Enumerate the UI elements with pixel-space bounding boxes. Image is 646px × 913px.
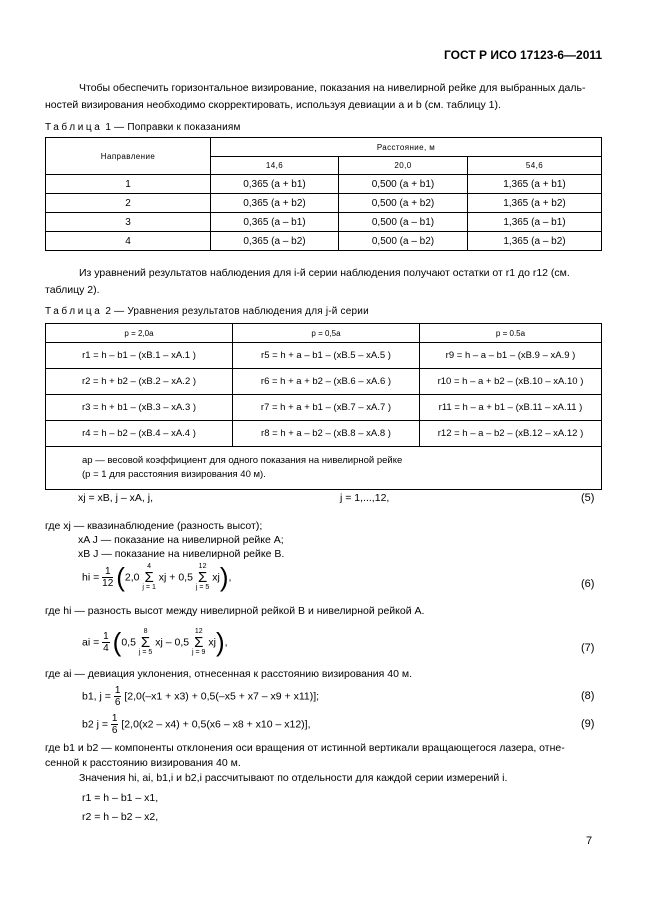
equation-6 bbox=[82, 562, 231, 593]
sigma-icon: Σ bbox=[197, 569, 208, 586]
sum-lower: j = 9 bbox=[192, 649, 206, 656]
table2-cell: r1 = h – b1 – (xB.1 – xA.1 ) bbox=[46, 343, 233, 369]
table1-cell-dir: 4 bbox=[46, 232, 211, 251]
table2-footnote-line-2: (p = 1 для расстояния визирования 40 м). bbox=[82, 469, 266, 480]
table2-header-1: p = 2,0a bbox=[46, 324, 233, 343]
equation-9-number: (9) bbox=[581, 718, 595, 730]
table1-cell: 1,365 (a + b1) bbox=[468, 175, 602, 194]
table1-cell-dir: 3 bbox=[46, 213, 211, 232]
def5-line-1: где xj — квазинаблюдение (разность высот); bbox=[45, 520, 263, 532]
table1-cell-dir: 2 bbox=[46, 194, 211, 213]
left-paren: ( bbox=[112, 627, 122, 657]
table1-cell: 0,365 (a + b1) bbox=[211, 175, 339, 194]
table1-cell: 0,365 (a + b2) bbox=[211, 194, 339, 213]
coefficient: 0,5 bbox=[121, 636, 136, 649]
equation-5-lhs: xj = xB, j – xA, j, bbox=[78, 492, 153, 504]
table1-cell: 0,365 (a – b2) bbox=[211, 232, 339, 251]
table1-cell: 1,365 (a + b2) bbox=[468, 194, 602, 213]
sigma-icon: Σ bbox=[140, 634, 151, 651]
def89-line-1: где b1 и b2 — компоненты отклонения оси вращения от истинной вертикали вращающегося лазера, отне- bbox=[45, 742, 565, 754]
equation-7-lhs: ai = bbox=[82, 636, 100, 649]
summand: xj bbox=[212, 571, 220, 584]
table1-cell: 0,365 (a – b1) bbox=[211, 213, 339, 232]
equation-7-fraction bbox=[102, 631, 110, 654]
table1-caption-label: Таблица bbox=[45, 122, 103, 133]
def89-line-3: Значения hi, ai, b1,i и b2,i рассчитывают по отдельности для каждой серии измерений i. bbox=[79, 772, 508, 784]
sum-lower: j = 5 bbox=[138, 649, 153, 656]
sum-1 bbox=[139, 628, 152, 657]
table2-cell: r12 = h – a – b2 – (xB.12 – xA.12 ) bbox=[420, 421, 602, 447]
table1-cell: 0,500 (a – b2) bbox=[339, 232, 468, 251]
equation-7-number: (7) bbox=[581, 642, 595, 654]
table2-cell: r2 = h + b2 – (xB.2 – xA.2 ) bbox=[46, 369, 233, 395]
table-row bbox=[46, 232, 602, 251]
table1-cell: 0,500 (a – b1) bbox=[339, 213, 468, 232]
table1-caption bbox=[45, 122, 241, 133]
table2-caption-label: Таблица bbox=[45, 306, 103, 317]
table1-distance-1: 14,6 bbox=[211, 157, 339, 175]
table2-cell: r7 = h + a + b1 – (xB.7 – xA.7 ) bbox=[233, 395, 420, 421]
table1-cell: 1,365 (a – b1) bbox=[468, 213, 602, 232]
sigma-icon: Σ bbox=[144, 569, 154, 586]
table2-header-2: p = 0,5a bbox=[233, 324, 420, 343]
table-row bbox=[46, 343, 602, 369]
fraction-denominator: 6 bbox=[114, 697, 121, 708]
equation-9-body: [2,0(x2 – x4) + 0,5(x6 – x8 + x10 – x12)], bbox=[121, 718, 311, 731]
equation-8-number: (8) bbox=[581, 690, 595, 702]
table-row bbox=[46, 175, 602, 194]
sum-lower: j = 5 bbox=[195, 584, 210, 591]
table-row bbox=[46, 395, 602, 421]
table1-cell: 1,365 (a – b2) bbox=[468, 232, 602, 251]
equation-9-fraction bbox=[111, 713, 119, 736]
table1-cell: 0,500 (a + b1) bbox=[339, 175, 468, 194]
equation-8-body: [2,0(–x1 + x3) + 0,5(–x5 + x7 – x9 + x11)]; bbox=[124, 690, 320, 703]
equation-tail: , bbox=[224, 636, 228, 649]
table2-caption-title: 2 — Уравнения результатов наблюдения для j-й серии bbox=[105, 306, 369, 317]
sum-1 bbox=[142, 563, 155, 592]
def89-line-2: сенной к расстоянию визирования 40 м. bbox=[45, 757, 241, 769]
equation-6-number: (6) bbox=[581, 578, 595, 590]
equation-8-fraction bbox=[114, 685, 122, 708]
summand: xj bbox=[208, 636, 216, 649]
table2-cell: r6 = h + a + b2 – (xB.6 – xA.6 ) bbox=[233, 369, 420, 395]
document-id: ГОСТ Р ИСО 17123-6—2011 bbox=[444, 48, 603, 62]
fraction-numerator: 1 bbox=[103, 631, 109, 642]
left-paren: ( bbox=[116, 562, 125, 592]
fraction-denominator: 4 bbox=[103, 643, 109, 654]
sum-2 bbox=[192, 628, 205, 657]
equation-5-range: j = 1,...,12, bbox=[340, 492, 390, 504]
final-r2: r2 = h – b2 – x2, bbox=[82, 811, 159, 823]
table1-cell: 0,500 (a + b2) bbox=[339, 194, 468, 213]
page-number: 7 bbox=[586, 835, 593, 847]
table2-footnote bbox=[46, 447, 602, 490]
table2-caption bbox=[45, 306, 369, 317]
table2-footnote-line-1: ap — весовой коэффициент для одного показания на нивелирной рейке bbox=[82, 455, 403, 466]
equation-tail: , bbox=[228, 571, 232, 584]
equation-7 bbox=[82, 627, 228, 658]
table-2 bbox=[45, 323, 602, 490]
right-paren: ) bbox=[219, 562, 229, 592]
table2-cell: r5 = h + a – b1 – (xB.5 – xA.5 ) bbox=[233, 343, 420, 369]
table-row bbox=[46, 194, 602, 213]
equation-9-lhs: b2 j = bbox=[82, 718, 108, 731]
summand: xj bbox=[155, 636, 163, 649]
intro-line-1: Чтобы обеспечить горизонтальное визирование, показания на нивелирной рейке для выбранных даль- bbox=[79, 82, 586, 94]
table2-header-3: p = 0.5a bbox=[420, 324, 602, 343]
fraction-numerator: 1 bbox=[111, 713, 118, 724]
table1-header-distance: Расстояние, м bbox=[211, 138, 602, 157]
def5-line-3: xB J — показание на нивелирной рейке B. bbox=[78, 548, 285, 560]
def6: где hi — разность высот между нивелирной рейкой B и нивелирной рейкой A. bbox=[45, 605, 425, 617]
right-paren: ) bbox=[215, 627, 225, 657]
sum-upper: 8 bbox=[143, 628, 148, 635]
table2-cell: r11 = h – a + b1 – (xB.11 – xA.11 ) bbox=[420, 395, 602, 421]
fraction-denominator: 12 bbox=[102, 578, 114, 589]
table2-cell: r3 = h + b1 – (xB.3 – xA.3 ) bbox=[46, 395, 233, 421]
final-r1: r1 = h – b1 – x1, bbox=[82, 792, 159, 804]
sigma-icon: Σ bbox=[194, 634, 204, 651]
mid-line-1: Из уравнений результатов наблюдения для i-й серии наблюдения получают остатки от r1 до r12 (см. bbox=[79, 267, 570, 279]
equation-6-lhs: hi = bbox=[82, 571, 100, 584]
equation-6-fraction bbox=[102, 566, 113, 589]
table1-distance-2: 20,0 bbox=[339, 157, 468, 175]
equation-8-lhs: b1, j = bbox=[82, 690, 111, 703]
fraction-denominator: 6 bbox=[111, 725, 118, 736]
table-1 bbox=[45, 137, 602, 251]
table-row bbox=[46, 421, 602, 447]
fraction-numerator: 1 bbox=[102, 566, 113, 578]
summand: xj bbox=[158, 571, 167, 584]
equation-9 bbox=[82, 713, 311, 736]
def5-line-2: xA J — показание на нивелирной рейке A; bbox=[78, 534, 284, 546]
equation-5-number: (5) bbox=[581, 492, 595, 504]
table2-cell: r9 = h – a – b1 – (xB.9 – xA.9 ) bbox=[420, 343, 602, 369]
table-row bbox=[46, 369, 602, 395]
table1-header-direction: Направление bbox=[46, 138, 211, 175]
def7: где ai — девиация уклонения, отнесенная к расстоянию визирования 40 м. bbox=[45, 668, 412, 680]
table1-distance-3: 54,6 bbox=[468, 157, 602, 175]
table2-cell: r10 = h – a + b2 – (xB.10 – xA.10 ) bbox=[420, 369, 602, 395]
mid-line-2: таблицу 2). bbox=[45, 284, 100, 296]
sum-upper: 4 bbox=[147, 563, 152, 570]
sum-lower: j = 1 bbox=[142, 584, 156, 591]
coefficient: – 0,5 bbox=[165, 636, 190, 649]
sum-2 bbox=[196, 563, 209, 592]
sum-upper: 12 bbox=[198, 563, 207, 570]
table-row bbox=[46, 213, 602, 232]
sum-upper: 12 bbox=[194, 628, 203, 635]
coefficient: + 0,5 bbox=[169, 571, 193, 584]
table2-cell: r4 = h – b2 – (xB.4 – xA.4 ) bbox=[46, 421, 233, 447]
intro-line-2: ностей визирования необходимо скорректировать, используя девиации a и b (см. таблицу 1). bbox=[45, 99, 501, 111]
equation-8 bbox=[82, 685, 319, 708]
coefficient: 2,0 bbox=[124, 571, 140, 584]
table1-cell-dir: 1 bbox=[46, 175, 211, 194]
fraction-numerator: 1 bbox=[114, 685, 121, 696]
table1-caption-title: 1 — Поправки к показаниям bbox=[105, 122, 241, 133]
table2-cell: r8 = h + a – b2 – (xB.8 – xA.8 ) bbox=[233, 421, 420, 447]
